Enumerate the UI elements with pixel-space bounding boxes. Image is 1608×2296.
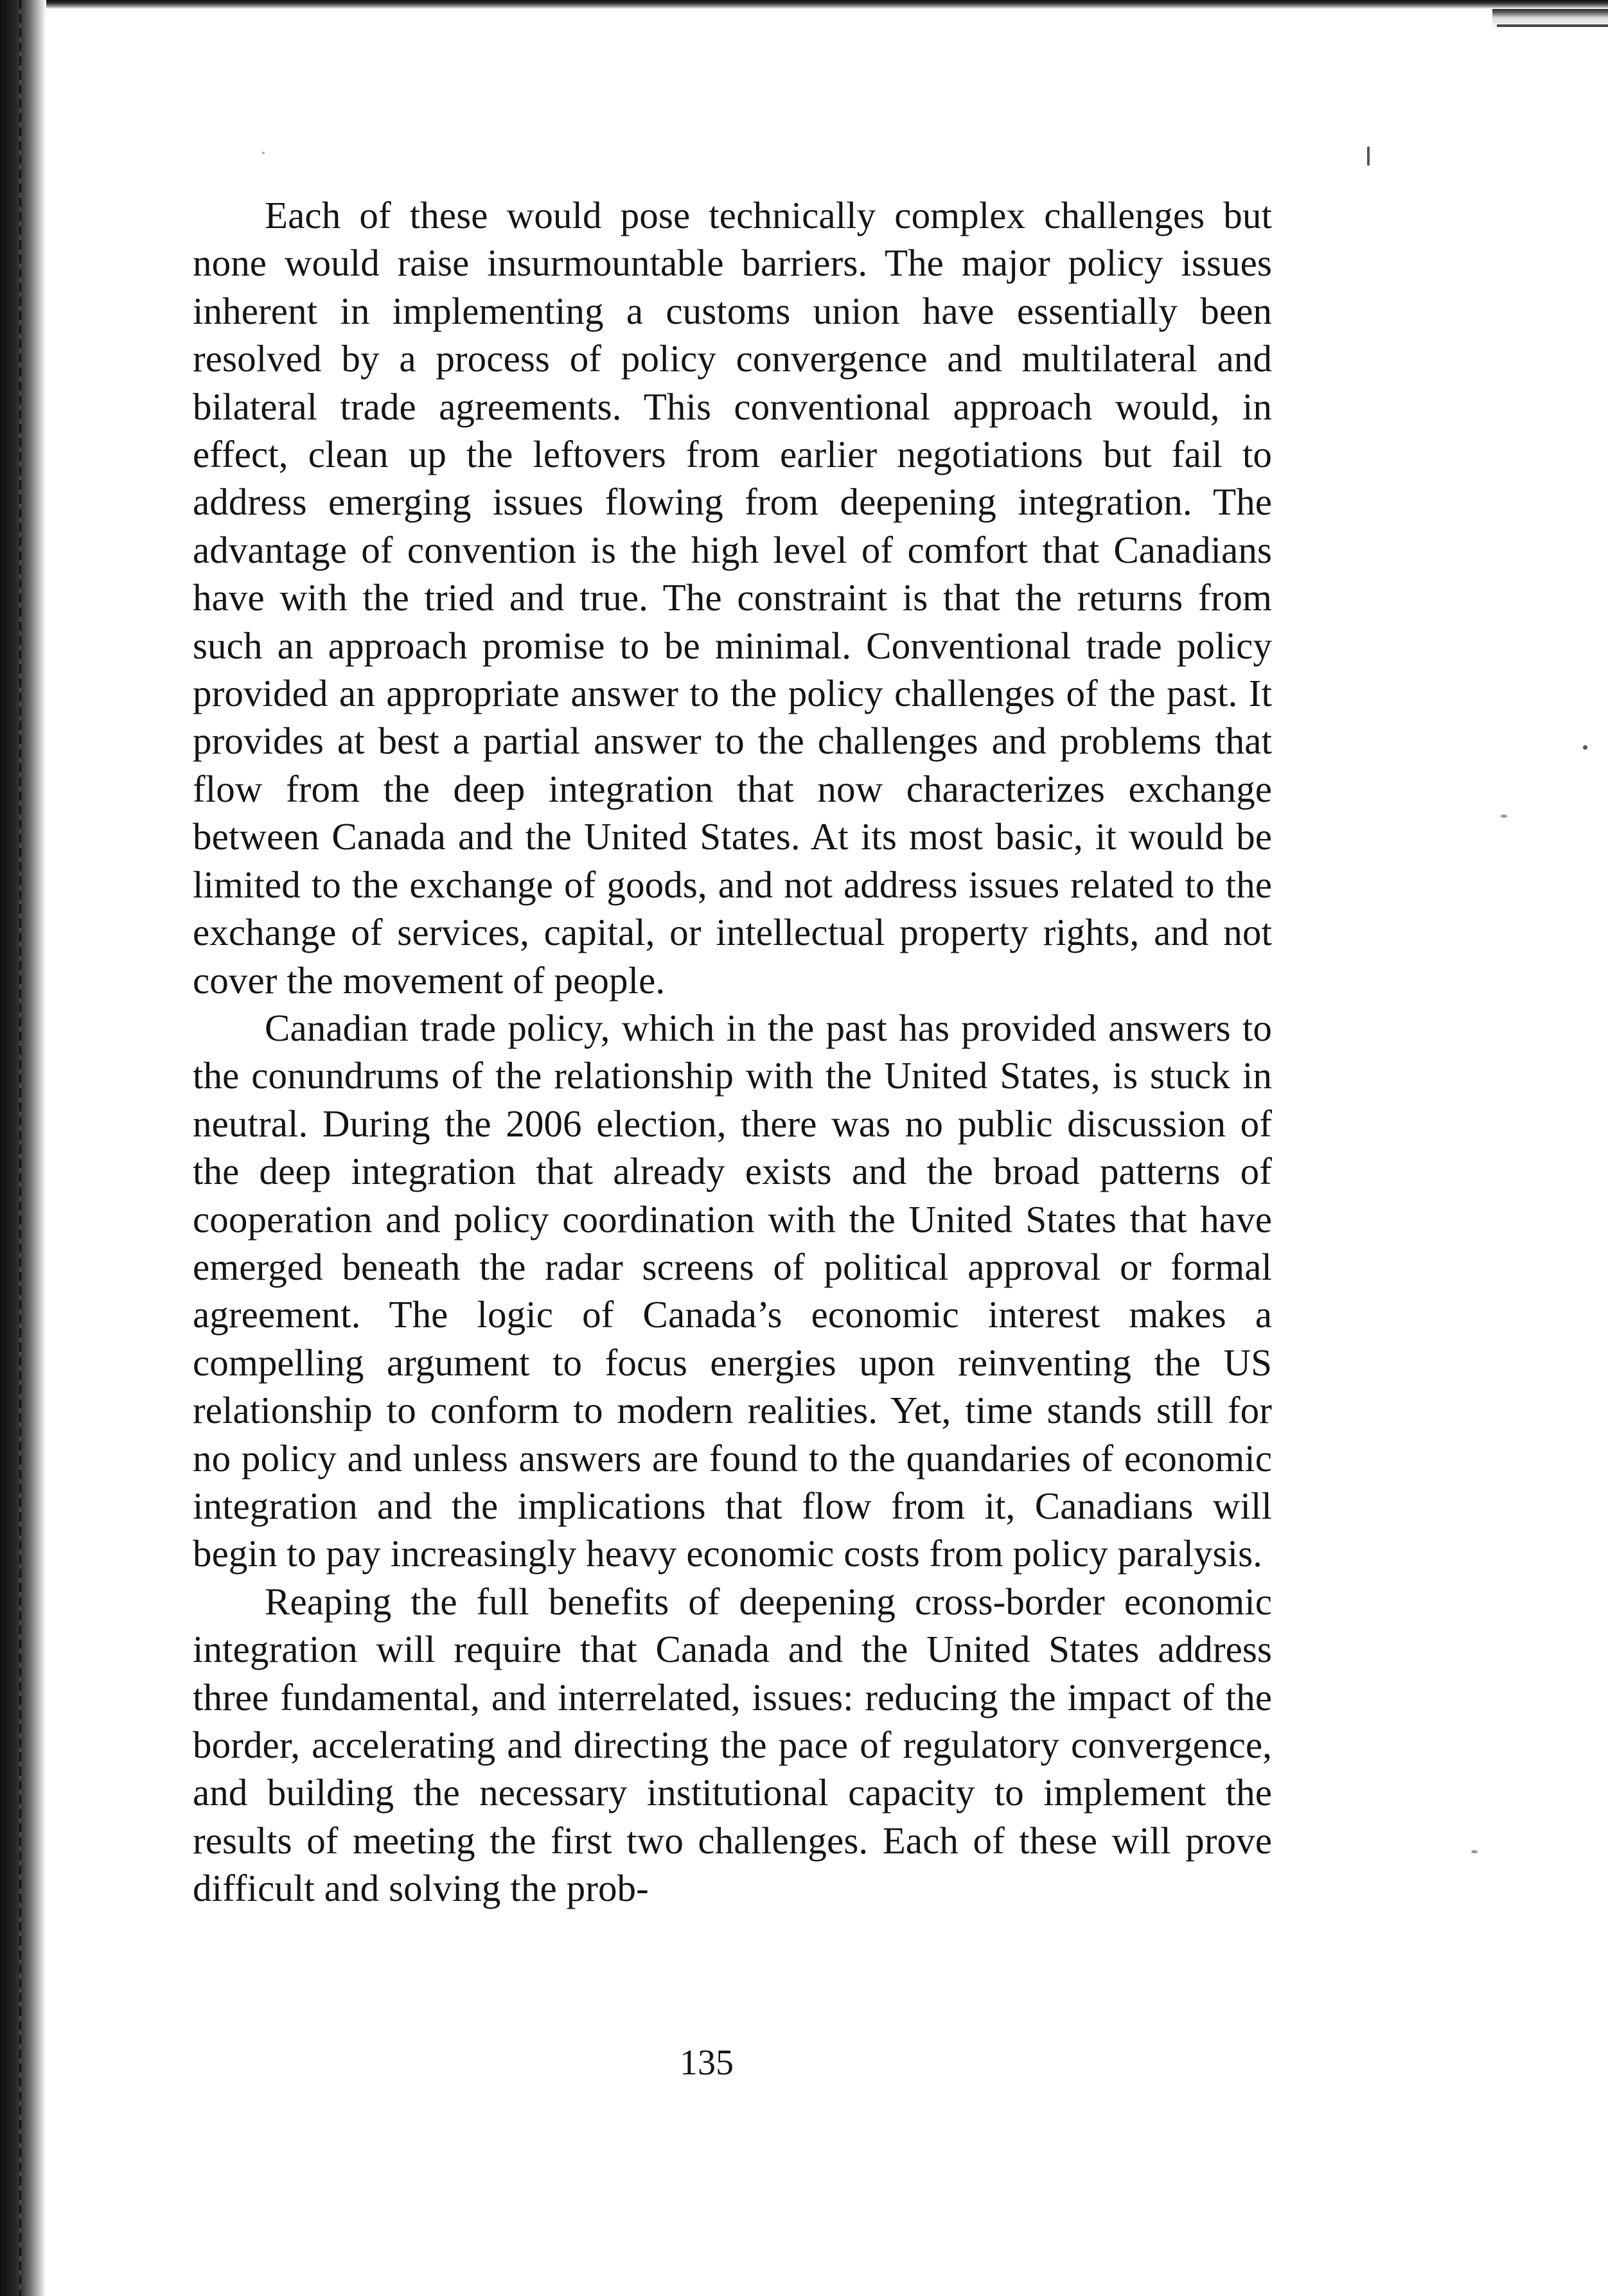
scan-top-edge [46,0,1608,9]
binding-edge [0,0,46,2296]
binding-stitch [19,0,21,2296]
paragraph: Reaping the full benefits of deepening cross-border economic integration will require that Canada and the United States address three fundamental, and interrelated, issues: reducing the impact of the border, accelerating and directing the pace of regulatory convergence, and building the necessary institutional capacity to implement the results of meeting the first two challenges. Each of these will prove difficult and solving the prob- [193,1580,1272,1910]
scan-speck [1471,1850,1478,1853]
scan-speck [1583,745,1587,750]
scan-corner-line [1497,24,1608,27]
paragraph: Canadian trade policy, which in the past has provided answers to the conundrums of the relationship with the United States, is stuck in neutral. During the 2006 election, there was no public discussion of the deep integration that already exists and the broad patterns of cooperation and policy coordination with the United States that have emerged beneath the radar screens of political approval or formal agreement. The logic of Canada’s economic interest makes a compelling argument to focus energies upon reinventing the US relationship to conform to modern realities. Yet, time stands still for no policy and unless answers are found to the quandaries of economic integration and the implications that flow from it, Canadians will begin to pay increasingly heavy economic costs from policy paralysis. [193,1006,1272,1575]
paragraph: Each of these would pose technically complex challenges but none would raise insurmountable barriers. The major policy issues inherent in implementing a customs union have essentially been resolved by a process of policy convergence and multilateral and bilateral trade agreements. This conventional approach would, in effect, clean up the leftovers from earlier negotiations but fail to address emerging issues flowing from deepening integration. The advantage of convention is the high level of comfort that Canadians have with the tried and true. The constraint is that the returns from such an approach promise to be minimal. Conventional trade policy provided an appropriate answer to the policy challenges of the past. It provides at best a partial answer to the challenges and problems that flow from the deep integration that now characterizes exchange between Canada and the United States. At its most basic, it would be limited to the exchange of goods, and not address issues related to the exchange of services, capital, or intellectual property rights, and not cover the movement of people. [193,194,1272,1002]
scan-speck [1501,815,1507,818]
page-number: 135 [680,2043,734,2083]
scan-speck [262,152,265,154]
page-body [193,191,1272,1912]
scan-speck [1367,146,1370,166]
